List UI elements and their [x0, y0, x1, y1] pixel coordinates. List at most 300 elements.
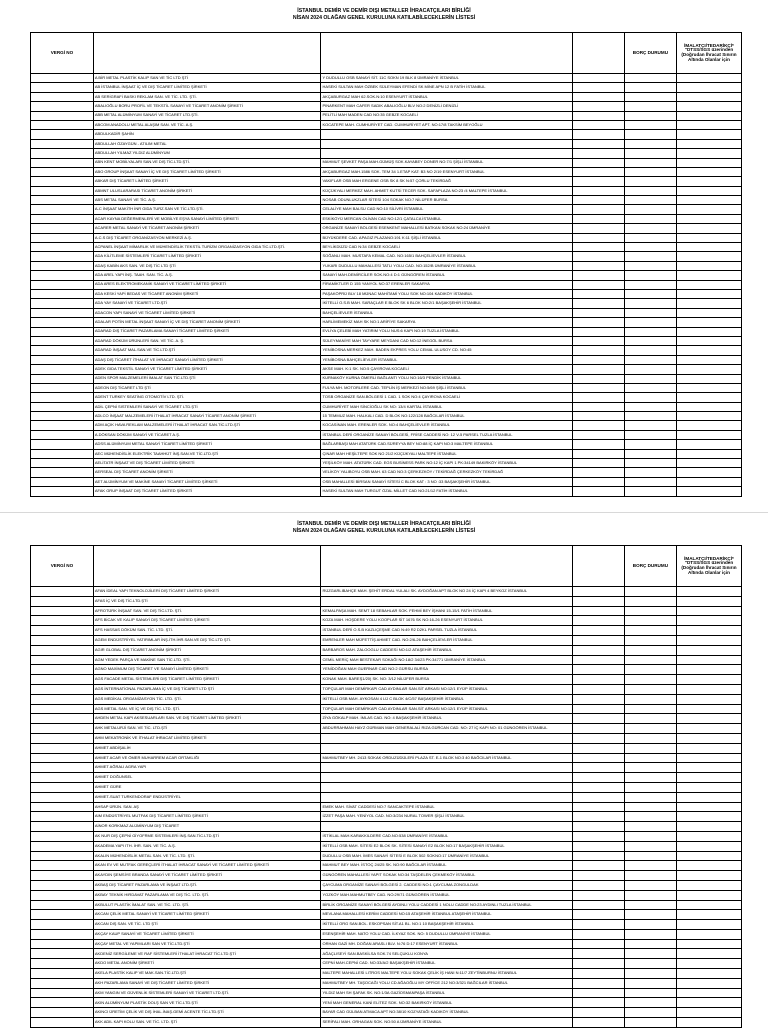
table-row	[31, 880, 742, 890]
tax-number-cell	[31, 655, 94, 665]
supplier-cell	[676, 402, 741, 411]
address-cell: TOSB ORGANİZE SAN.BÖLGESİ 1 CAD. 1 SOK NO:4 ÇAYIROVA KOCAELİ	[321, 393, 572, 402]
empty-cell	[572, 645, 624, 655]
table-row	[31, 959, 742, 969]
supplier-cell	[676, 675, 741, 685]
empty-cell	[572, 773, 624, 783]
debt-status-cell	[624, 841, 676, 851]
tax-number-cell	[31, 111, 94, 120]
debt-status-cell	[624, 802, 676, 812]
empty-cell	[572, 880, 624, 890]
tax-number-cell	[31, 440, 94, 449]
tax-number-cell	[31, 959, 94, 969]
supplier-cell	[676, 714, 741, 724]
table-row	[31, 773, 742, 783]
company-name-cell: A-C İNŞAAT MAKİTH İNR GIDA TURZ.SAN VE TİC.LTD.ŞTİ.	[93, 205, 321, 214]
table-row	[31, 724, 742, 734]
address-cell	[321, 733, 572, 743]
company-name-cell: AHMET ACAR VE ÖMER MUHARREM ACAR ORTAKLIĞI	[93, 753, 321, 763]
tax-number-cell	[31, 684, 94, 694]
empty-cell	[572, 635, 624, 645]
company-name-cell: AKAYDIN ŞEMSİYE BRANDA SANAYİ VE TİCARET LİMİTED ŞİRKETİ	[93, 871, 321, 881]
debt-status-cell	[624, 186, 676, 195]
address-cell: MAHMUT ŞEVKET PAŞA MAH.GÜMÜŞ SOK.KAYABEY DONER NO:7/1 ŞİŞLİ İSTANBUL	[321, 158, 572, 167]
supplier-cell	[676, 280, 741, 289]
address-cell: AKÇABURGAZ MAH.1586 SOK. TEM 34 1.ETAP KAT: B3 NO 2/19 ESENYURT İSTANBUL	[321, 167, 572, 176]
table-row	[31, 920, 742, 930]
column-header	[321, 33, 572, 74]
supplier-cell	[676, 383, 741, 392]
debt-status-cell	[624, 675, 676, 685]
supplier-cell	[676, 988, 741, 998]
supplier-cell	[676, 665, 741, 675]
tax-number-cell	[31, 355, 94, 364]
address-cell: KEMALPAŞA MAH. SEMT 18 SEBAHLAR SOK. FEHMİ BEY İŞHANI 15-15/1 FATİH İSTANBUL	[321, 606, 572, 616]
tax-number-cell	[31, 186, 94, 195]
supplier-cell	[676, 724, 741, 734]
document-page-1	[0, 0, 768, 512]
empty-cell	[572, 978, 624, 988]
empty-cell	[572, 910, 624, 920]
tax-number-cell	[31, 616, 94, 626]
supplier-cell	[676, 900, 741, 910]
company-name-cell: AKDENİZ SERGİLEME VE RAF SİSTEMLERİ İTHALAT İHRACAT TİC.LTD.ŞTİ	[93, 949, 321, 959]
tax-number-cell	[31, 430, 94, 439]
address-cell: BİRLİK ORGANİZE SANAYİ BÖLGESİ AYDINLI YOLU CADDESİ 1 NOLU CADDE NO:23 AYDINLI TUZLA İSTANBUL	[321, 900, 572, 910]
table-row	[31, 383, 742, 392]
debt-status-cell	[624, 714, 676, 724]
table-row	[31, 782, 742, 792]
tax-number-cell	[31, 487, 94, 496]
address-cell: TOPÇULAR MAH DEMİRKAPI CAD AYDINLAR SAN.SİT ARKASI NO:12/1 EYÜP İSTANBUL	[321, 704, 572, 714]
column-header: İMALATÇI/TEDARİKÇİ* "DTSS/SGS üzerinden (Doğrudan İhracat Sınırın Altında Olanlar için	[676, 546, 741, 587]
address-cell: HASEKİ SULTAN MAH TURGUT ÖZAL MİLLET CAD NO:21/12 FATİH İSTANBUL	[321, 487, 572, 496]
table-row	[31, 694, 742, 704]
company-name-cell: ADA KİLİTLEME SİSTEMLERİ TİCARET LİMİTED ŞİRKETİ	[93, 252, 321, 261]
debt-status-cell	[624, 655, 676, 665]
debt-status-cell	[624, 733, 676, 743]
address-cell: YEŞİLKÖY MAH. ATATÜRK CAD. EGS BUSİNESS PARK NO:12 İÇ KAPI 1 PK:34149 BAKIRKÖY İSTANBUL	[321, 459, 572, 468]
table-row	[31, 186, 742, 195]
empty-cell	[572, 802, 624, 812]
table-row	[31, 753, 742, 763]
debt-status-cell	[624, 421, 676, 430]
supplier-cell	[676, 440, 741, 449]
company-name-cell: AHSAP ÜRÜN. SAN. AŞ	[93, 802, 321, 812]
debt-status-cell	[624, 449, 676, 458]
debt-status-cell	[624, 606, 676, 616]
debt-status-cell	[624, 487, 676, 496]
empty-cell	[572, 308, 624, 317]
company-name-cell: AEC MÜHENDİSLİK ELEKTRİK TAAHHÜT İNŞ.SAN.VE TİC.LTD.ŞTİ	[93, 449, 321, 458]
debt-status-cell	[624, 587, 676, 597]
tax-number-cell	[31, 812, 94, 822]
table-row	[31, 910, 742, 920]
column-header	[321, 546, 572, 587]
debt-status-cell	[624, 130, 676, 139]
tax-number-cell	[31, 167, 94, 176]
supplier-cell	[676, 318, 741, 327]
address-cell: VELİKÖY YALIBOYU OSB MAH. 63 CAD NO:3 ÇERKEZKÖY / TEKİRDAĞ ÇERKEZKÖY TEKİRDAĞ	[321, 468, 572, 477]
supplier-cell	[676, 374, 741, 383]
address-cell: HASEKİ SULTAN MAH ÖZBEK SÜLEYMAN EFENDİ SK MİNE APN 12 B FATİH İSTANBUL	[321, 83, 572, 92]
supplier-cell	[676, 261, 741, 270]
tax-number-cell	[31, 177, 94, 186]
empty-cell	[572, 102, 624, 111]
address-cell: YUKARI DUDULLU MAHALLESİ TATLI YOLU CAD. NO:152/B ÜMRANİYE İSTANBUL	[321, 261, 572, 270]
address-cell: SOĞANLI MAH. MUSTAFA KEMAL CAD. NO:165/1 BAHÇELİEVLER İSTANBUL	[321, 252, 572, 261]
table-row	[31, 606, 742, 616]
tax-number-cell	[31, 299, 94, 308]
supplier-cell	[676, 167, 741, 176]
empty-cell	[572, 704, 624, 714]
table-row	[31, 92, 742, 101]
supplier-cell	[676, 792, 741, 802]
company-name-cell: ADENT TURKEY SEATİNG OTOMOTİV LTD. ŞTİ.	[93, 393, 321, 402]
debt-status-cell	[624, 468, 676, 477]
tax-number-cell	[31, 704, 94, 714]
supplier-cell	[676, 421, 741, 430]
company-name-cell: AKIN ALÜMİNYUM PLASTİK DOLŞ SAN VE TİC.LTD.ŞTİ	[93, 998, 321, 1008]
tax-number-cell	[31, 587, 94, 597]
table-row	[31, 430, 742, 439]
supplier-cell	[676, 959, 741, 969]
supplier-cell	[676, 365, 741, 374]
page-subtitle: NİSAN 2024 OLAĞAN GENEL KURULUNA KATILABİLECEKLERİN LİSTESİ	[292, 528, 476, 534]
table-row	[31, 655, 742, 665]
supplier-cell	[676, 635, 741, 645]
supplier-cell	[676, 841, 741, 851]
debt-status-cell	[624, 890, 676, 900]
company-name-cell: ADALAR POTİN METAL İNŞAAT SANAYİ İÇ VE DIŞ TİCARET ANONİM ŞİRKETİ	[93, 318, 321, 327]
tax-number-cell	[31, 468, 94, 477]
debt-status-cell	[624, 327, 676, 336]
company-name-cell: AKCAN DIŞ SAN. VE TİC. LTD ŞTİ	[93, 920, 321, 930]
table-row	[31, 459, 742, 468]
table-row	[31, 616, 742, 626]
table-row	[31, 233, 742, 242]
supplier-cell	[676, 83, 741, 92]
empty-cell	[572, 959, 624, 969]
company-name-cell: AGIR GLOBAL DIŞ TİCARET ANONİM ŞİRKETİ	[93, 645, 321, 655]
tax-number-cell	[31, 714, 94, 724]
company-name-cell: AKAN EV VE MUTFAK GEREÇLERİ İTHALAT İHRACAT SANAYİ VE TİCARET LİMİTED ŞİRKETİ	[93, 861, 321, 871]
company-name-cell: ABS METAL SANAYİ VE TİC. A.Ş.	[93, 196, 321, 205]
address-cell: BARBAROS MAH. ZALOOGLU CADDESİ NO:1/2 ATAŞEHİR İSTANBUL	[321, 645, 572, 655]
table-row	[31, 871, 742, 881]
supplier-cell	[676, 704, 741, 714]
address-cell: İKİTELLİ OSB MAH. AYKOSAN 4 LÜ C BLOK 4/C/57 BAŞAKŞEHİR İSTANBUL	[321, 694, 572, 704]
company-name-cell: AGS İNTERNATİONAL PAZARLAMA İÇ VE DIŞ TİCARET LTD ŞTİ	[93, 684, 321, 694]
empty-cell	[572, 782, 624, 792]
empty-cell	[572, 822, 624, 832]
supplier-cell	[676, 449, 741, 458]
debt-status-cell	[624, 271, 676, 280]
debt-status-cell	[624, 393, 676, 402]
tax-number-cell	[31, 606, 94, 616]
table-row	[31, 421, 742, 430]
empty-cell	[572, 158, 624, 167]
supplier-cell	[676, 336, 741, 345]
table-row	[31, 111, 742, 120]
debt-status-cell	[624, 477, 676, 486]
company-name-cell: AELİTATR İNŞAAT VE DIŞ TİCARET LİMİTED ŞİRKETİ	[93, 459, 321, 468]
empty-cell	[572, 374, 624, 383]
debt-status-cell	[624, 704, 676, 714]
empty-cell	[572, 655, 624, 665]
table-row	[31, 861, 742, 871]
address-cell: PELİTLİ MAH MADEN CAD NO:35 GEBZE KOCAELİ	[321, 111, 572, 120]
supplier-cell	[676, 243, 741, 252]
table-header-row	[31, 33, 742, 74]
empty-cell	[572, 841, 624, 851]
supplier-cell	[676, 920, 741, 930]
page-title: İSTANBUL DEMİR VE DEMİR DIŞI METALLER İHRACATÇILARI BİRLİĞİ	[297, 521, 471, 527]
supplier-cell	[676, 812, 741, 822]
debt-status-cell	[624, 635, 676, 645]
address-cell	[321, 596, 572, 606]
tax-number-cell	[31, 635, 94, 645]
table-row	[31, 74, 742, 83]
table-row	[31, 252, 742, 261]
table-row	[31, 645, 742, 655]
address-cell: SÜLEYMANİYE MAH TAYYARE MEYDANI CAD NO:12 İNEGÖL BURSA	[321, 336, 572, 345]
empty-cell	[572, 252, 624, 261]
address-cell: İKİTELLİ O.S.B MAH. SARAÇLAR E BLOK SK 6 BLOK NO:2/1 BAŞAKŞEHİR İSTANBUL	[321, 299, 572, 308]
company-name-cell: AGNO MAXİMUM DIŞ TİCARET VE SANAYİ LİMİTED ŞİRKETİ	[93, 665, 321, 675]
supplier-cell	[676, 733, 741, 743]
supplier-cell	[676, 233, 741, 242]
tax-number-cell	[31, 645, 94, 655]
supplier-cell	[676, 393, 741, 402]
address-cell: İZZET PAŞA MAH. YENİYOL CAD. NO:3/234 NURAL TOWER ŞİŞLİ İSTANBUL	[321, 812, 572, 822]
address-cell: YOZKÖY MAH.MAHMUTBEY CAD. NO:29/71 GÜNGÖREN İSTANBUL	[321, 890, 572, 900]
empty-cell	[572, 587, 624, 597]
document-page-2	[0, 512, 768, 1025]
tax-number-cell	[31, 802, 94, 812]
table-row	[31, 149, 742, 158]
empty-cell	[572, 743, 624, 753]
address-cell	[321, 149, 572, 158]
company-name-cell: AHMET DOĞUNSEL	[93, 773, 321, 783]
address-cell: ESKİKÖYÜ MERCAN OLİVAN CAD NO:12/1 ÇATALCA İSTANBUL	[321, 214, 572, 223]
company-name-cell: AFAK GRUP İNŞAAT DIŞ TİCARET LİMİTED ŞİRKETİ	[93, 487, 321, 496]
company-name-cell: ADEON DIŞ TİCARET LTD ŞTİ	[93, 383, 321, 392]
supplier-cell	[676, 74, 741, 83]
tax-number-cell	[31, 214, 94, 223]
supplier-cell	[676, 186, 741, 195]
debt-status-cell	[624, 402, 676, 411]
company-name-cell: ABN KENT MOBİLYALARI SAN.VE DIŞ TİC.LTD.ŞTİ.	[93, 158, 321, 167]
tax-number-cell	[31, 596, 94, 606]
company-name-cell: ADEN SPOR MALZEMELERİ İMALAT SAN TİC.LTD.ŞTİ	[93, 374, 321, 383]
table-row	[31, 763, 742, 773]
debt-status-cell	[624, 694, 676, 704]
supplier-cell	[676, 412, 741, 421]
debt-status-cell	[624, 167, 676, 176]
debt-status-cell	[624, 929, 676, 939]
supplier-cell	[676, 880, 741, 890]
empty-cell	[572, 186, 624, 195]
supplier-cell	[676, 949, 741, 959]
debt-status-cell	[624, 430, 676, 439]
address-cell: KOCATEPE MAH. CUMHURİYET CAD. CUMHURİYET APT. NO:17/8 TAKSİM BEYOĞLU	[321, 120, 572, 129]
table-row	[31, 289, 742, 298]
supplier-cell	[676, 487, 741, 496]
table-row	[31, 929, 742, 939]
column-header: BORÇ DURUMU	[624, 33, 676, 74]
address-cell: VAKIFLAR OSB MAH ERGENE OSB SK 8 SK N:57 ÇORLU TEKİRDAĞ	[321, 177, 572, 186]
supplier-cell	[676, 822, 741, 832]
table-row	[31, 1008, 742, 1018]
empty-cell	[572, 111, 624, 120]
supplier-cell	[676, 111, 741, 120]
address-cell: MALTEPE MAHALLESİ LITROS MALTEPE YOLU SOKAK ÇELİK İŞ HANI N:11/7 ZEYTİNBURNU İSTANBUL	[321, 969, 572, 979]
company-name-cell: A.C.S DIŞ TİCARET ORGANİZASYON MERKEZİ A.Ş.	[93, 233, 321, 242]
address-cell: KÜÇÜKYALI MERKEZ MAH. AHMET KUTSİ TECER SOK. SAFAPLAZA NO:23 /4 MALTEPE İSTANBUL	[321, 186, 572, 195]
supplier-cell	[676, 684, 741, 694]
table-header-row	[31, 546, 742, 587]
table-row	[31, 224, 742, 233]
address-cell: İKİTELLİ OSB MAH. SİTESİ E2 BLOK SK. SİTESİ SANAYİ E2 BLOK NO:17 BAŞAKŞEHİR İSTANBUL	[321, 841, 572, 851]
debt-status-cell	[624, 308, 676, 317]
empty-cell	[572, 724, 624, 734]
debt-status-cell	[624, 177, 676, 186]
company-name-cell: ABO GROUP İNŞAAT SANAYİ İÇ VE DIŞ TİCARET LİMİTED ŞİRKETİ	[93, 167, 321, 176]
debt-status-cell	[624, 224, 676, 233]
company-name-cell: AGM YEDEK PARÇA VE MAKİNE SAN TİC.LTD. ŞTİ.	[93, 655, 321, 665]
company-name-cell: ADARAD DIŞ TİCARET PAZARLAMA SANAYİ TİCARET LİMİTED ŞİRKETİ	[93, 327, 321, 336]
supplier-cell	[676, 851, 741, 861]
supplier-cell	[676, 782, 741, 792]
debt-status-cell	[624, 645, 676, 655]
tax-number-cell	[31, 988, 94, 998]
column-header	[572, 546, 624, 587]
company-name-cell: AET ALÜMİNYUM VE MAKİNE SANAYİ TİCARET LİMİTED ŞİRKETİ	[93, 477, 321, 486]
company-name-cell: AİNOR KORKMAZ ALÜMİNYUM DIŞ TİCARET	[93, 822, 321, 832]
debt-status-cell	[624, 959, 676, 969]
company-name-cell: AFAS İÇ VE DIŞ TİC.LTD.ŞTİ	[93, 596, 321, 606]
empty-cell	[572, 233, 624, 242]
empty-cell	[572, 596, 624, 606]
debt-status-cell	[624, 196, 676, 205]
debt-status-cell	[624, 346, 676, 355]
empty-cell	[572, 196, 624, 205]
table-row	[31, 587, 742, 597]
column-header: BORÇ DURUMU	[624, 546, 676, 587]
empty-cell	[572, 440, 624, 449]
supplier-cell	[676, 596, 741, 606]
empty-cell	[572, 149, 624, 158]
debt-status-cell	[624, 1008, 676, 1018]
company-name-cell: ABCOM ANADOLU METAL ALAŞIM SAN. VE TİC. A.Ş.	[93, 120, 321, 129]
supplier-cell	[676, 459, 741, 468]
empty-cell	[572, 998, 624, 1008]
company-name-cell: AHDEN METAL KAPI AKSESUARLARI SAN. VE DIŞ TİCARET LİMİTED ŞİRKETİ	[93, 714, 321, 724]
address-cell: KOZA MAH. HOŞDERE YOLU KOOPLAR SİT 1676 SK NO:16-26 ESENYURT İSTANBUL	[321, 616, 572, 626]
empty-cell	[572, 487, 624, 496]
debt-status-cell	[624, 318, 676, 327]
tax-number-cell	[31, 327, 94, 336]
company-name-cell: ADİL ÇEPNİ SISTEMLERİ SANAYİ VE TİCARET LTD.ŞTİ	[93, 402, 321, 411]
address-cell: AKSE MAH. K:1 SK. NO:5 ÇAYIROVA KOCAELİ	[321, 365, 572, 374]
company-name-cell: ADA AREL YAPI İNŞ. TAAH. SAN. TİC. A.Ş.	[93, 271, 321, 280]
empty-cell	[572, 318, 624, 327]
company-name-cell: A BİR METAL PLASTİK KALIP SAN VE TİC LTD ŞTİ	[93, 74, 321, 83]
address-cell: KURNAKÖY KURNA ÖMERLİ BAĞLANTI YOLU NO:16/3 PENDİK İSTANBUL	[321, 374, 572, 383]
company-name-cell: ACARER METAL SANAYİ VE TİCARET ANONİM ŞİRKETİ	[93, 224, 321, 233]
table-row	[31, 440, 742, 449]
tax-number-cell	[31, 449, 94, 458]
supplier-cell	[676, 655, 741, 665]
company-name-cell: ADARAD DÖKÜM ÜRÜNLERİ SAN. VE TİC. A. Ş.	[93, 336, 321, 345]
debt-status-cell	[624, 920, 676, 930]
empty-cell	[572, 130, 624, 139]
empty-cell	[572, 393, 624, 402]
empty-cell	[572, 402, 624, 411]
supplier-cell	[676, 346, 741, 355]
company-name-cell: AHMET GÜRE	[93, 782, 321, 792]
debt-status-cell	[624, 289, 676, 298]
company-name-cell: AKK ADIL KAPI KOLU SAN. VE TİC. LTD. ŞTİ	[93, 1018, 321, 1028]
empty-cell	[572, 449, 624, 458]
company-name-cell: ADEK GIDA TEKSTİL SANAYİ VE TİCARET LİMİTED ŞİRKETİ	[93, 365, 321, 374]
table-row	[31, 851, 742, 861]
supplier-cell	[676, 149, 741, 158]
debt-status-cell	[624, 812, 676, 822]
address-cell: YENİ MAH GENERAL KANİ ELİTEZ SOK. NO:32 BAKIRKÖY İSTANBUL	[321, 998, 572, 1008]
tax-number-cell	[31, 920, 94, 930]
supplier-cell	[676, 890, 741, 900]
table-row	[31, 365, 742, 374]
company-name-cell: AK NUR DIŞ ÇEPNİ GİYOFRME SİSTEMLERİ İNŞ.SAN.TİC.LTD.ŞTİ	[93, 831, 321, 841]
address-cell: FULYA MH. MOTORLERE CAD. TEPLİN İŞ MERKEZİ NO:5/69 ŞİŞLİ İSTANBUL	[321, 383, 572, 392]
table-row	[31, 1018, 742, 1028]
empty-cell	[572, 1018, 624, 1028]
address-cell: CEMİL MERİÇ MAH BESTEKAR SOKAĞI NO:18/2 34/23 PK:34771 ÜMRANİYE İSTANBUL	[321, 655, 572, 665]
address-cell: HARLİMEMEKİZ MAH SK NO:1 ARİFİYE SAKARYA	[321, 318, 572, 327]
supplier-cell	[676, 978, 741, 988]
supplier-cell	[676, 252, 741, 261]
debt-status-cell	[624, 792, 676, 802]
debt-status-cell	[624, 998, 676, 1008]
debt-status-cell	[624, 459, 676, 468]
supplier-cell	[676, 430, 741, 439]
empty-cell	[572, 900, 624, 910]
empty-cell	[572, 831, 624, 841]
table-row	[31, 318, 742, 327]
address-cell	[321, 773, 572, 783]
company-name-cell: AHMET AĞRALI AGRA YAPI	[93, 763, 321, 773]
supplier-cell	[676, 468, 741, 477]
table-row	[31, 792, 742, 802]
tax-number-cell	[31, 130, 94, 139]
table-row	[31, 635, 742, 645]
company-name-cell: AB İSTANBUL İNŞAAT İÇ VE DIŞ TİCARET LİMİTED ŞİRKETİ	[93, 83, 321, 92]
table-row	[31, 299, 742, 308]
address-cell: AKÇABURGAZ MAH 62.SOK.N:10 ESENYURT İSTANBUL	[321, 92, 572, 101]
debt-status-cell	[624, 939, 676, 949]
table-row	[31, 939, 742, 949]
tax-number-cell	[31, 393, 94, 402]
tax-number-cell	[31, 243, 94, 252]
address-cell: PINARKENT MAH CAFER SADIK ABALIOĞLU BLV NO:2 DENİZLİ DENİZLİ	[321, 102, 572, 111]
tax-number-cell	[31, 346, 94, 355]
supplier-cell	[676, 910, 741, 920]
tax-number-cell	[31, 773, 94, 783]
table-row	[31, 214, 742, 223]
tax-number-cell	[31, 969, 94, 979]
